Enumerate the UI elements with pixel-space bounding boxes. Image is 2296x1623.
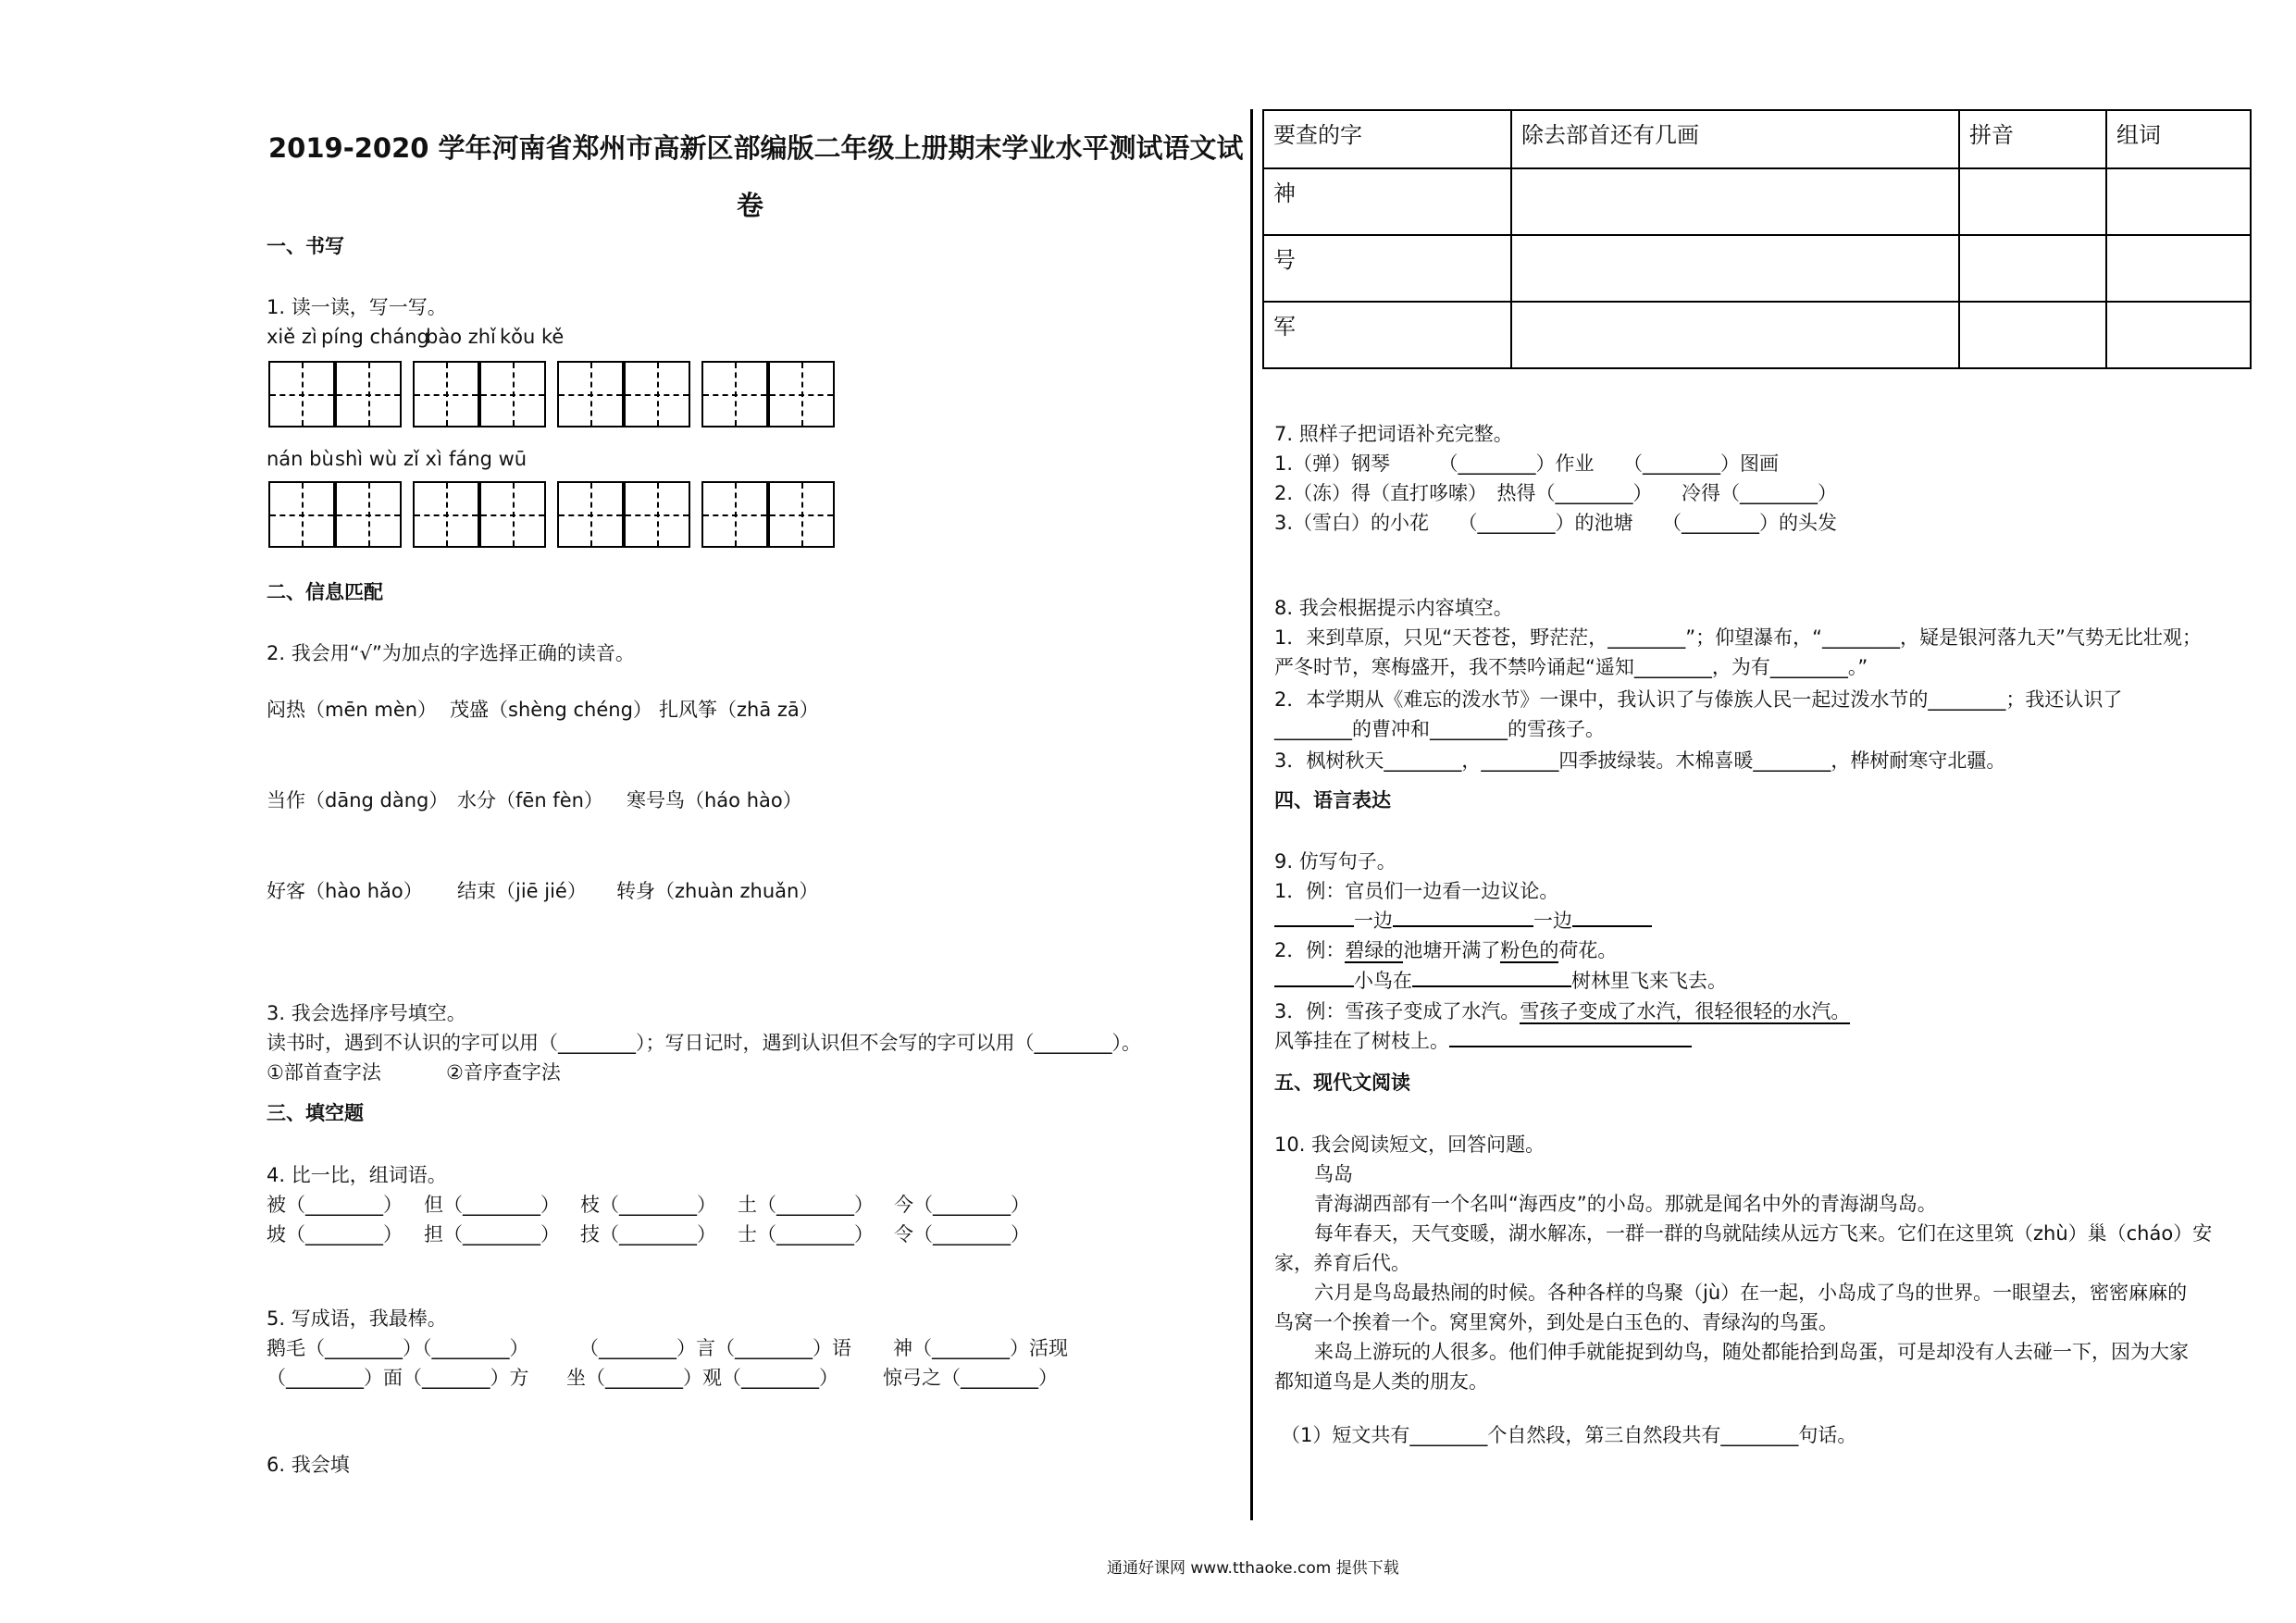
q1-pinyin-5: nán bù bbox=[267, 448, 334, 470]
q3-prompt: 3. 我会选择序号填空。 bbox=[267, 1002, 466, 1024]
q1-pinyin-1: xiě zì bbox=[267, 326, 317, 348]
q5-item[interactable]: 惊弓之（________） bbox=[883, 1367, 1058, 1389]
passage-paragraph: 都知道鸟是人类的朋友。 bbox=[1274, 1370, 1488, 1393]
passage-paragraph: 来岛上游玩的人很多。他们伸手就能捉到幼鸟，随处都能拾到岛蛋，可是却没有人去碰一下，因为大家 bbox=[1314, 1341, 2189, 1363]
table-cell[interactable] bbox=[2106, 302, 2251, 368]
section-heading-expression: 四、语言表达 bbox=[1274, 789, 1391, 812]
q8-prompt: 8. 我会根据提示内容填空。 bbox=[1274, 597, 1513, 619]
table-header: 要查的字 bbox=[1273, 122, 1362, 148]
q4-item[interactable]: 担（________） bbox=[424, 1223, 560, 1245]
q4-item[interactable]: 土（________） bbox=[738, 1194, 874, 1216]
q9-text: 树林里飞来飞去。 bbox=[1571, 970, 1727, 992]
q2-item[interactable]: 扎风筝（zhā zā） bbox=[659, 699, 819, 721]
table-cell[interactable] bbox=[1511, 168, 1959, 235]
q9-text: 小鸟在 bbox=[1354, 970, 1412, 992]
q7-line[interactable]: 1.（弹）钢琴 （________）作业 （________）图画 bbox=[1274, 452, 1780, 475]
passage-paragraph: 家，养育后代。 bbox=[1274, 1252, 1410, 1274]
q5-item[interactable]: （________）言（________）语 bbox=[579, 1337, 851, 1359]
q9-answer-3[interactable] bbox=[1274, 1032, 1692, 1051]
q1-pinyin-4: kǒu kě bbox=[500, 326, 565, 348]
q9-label: 2．例： bbox=[1274, 939, 1346, 961]
dictionary-table bbox=[1262, 109, 2252, 369]
q9-prompt: 9. 仿写句子。 bbox=[1274, 850, 1396, 873]
q9-text: 池塘开满了 bbox=[1403, 939, 1501, 961]
q9-text: 荷花。 bbox=[1558, 939, 1618, 961]
q9-word: 一边 bbox=[1354, 910, 1393, 932]
table-cell[interactable] bbox=[1959, 302, 2106, 368]
q4-prompt: 4. 比一比，组词语。 bbox=[267, 1164, 447, 1186]
passage-paragraph: 六月是鸟岛最热闹的时候。各种各样的鸟聚（jù）在一起，小岛成了鸟的世界。一眼望去，密密麻麻的 bbox=[1314, 1282, 2188, 1304]
page-title-line1: 2019-2020 学年河南省郑州市高新区部编版二年级上册期末学业水平测试语文试 bbox=[268, 132, 1244, 164]
q2-item[interactable]: 茂盛（shèng chéng） bbox=[450, 699, 652, 721]
q9-text: 风筝挂在了树枝上。 bbox=[1274, 1030, 1449, 1052]
q3-line[interactable]: 读书时，遇到不认识的字可以用（________）；写日记时，遇到认识但不会写的字可以用（________）。 bbox=[267, 1032, 1141, 1054]
q3-option-1: ①部首查字法 bbox=[267, 1061, 381, 1084]
q2-item[interactable]: 寒号鸟（háo hào） bbox=[627, 789, 802, 812]
q1-pinyin-6: shì wù bbox=[335, 448, 398, 470]
q9-example-3 bbox=[1274, 1002, 1850, 1022]
q9-answer-1[interactable] bbox=[1274, 911, 1652, 931]
q8-line[interactable]: 1．来到草原，只见“天苍苍，野茫茫，________”；仰望瀑布，“________，疑是银河落九天”气势无比壮观； bbox=[1274, 626, 2202, 649]
q9-answer-2[interactable] bbox=[1274, 972, 1727, 991]
q5-prompt: 5. 写成语，我最棒。 bbox=[267, 1307, 447, 1330]
q5-item[interactable]: （________）面（_______）方 bbox=[267, 1367, 529, 1389]
q5-item[interactable]: 坐（________）观（________） bbox=[566, 1367, 838, 1389]
page-footer: 通通好课网 www.tthaoke.com 提供下载 bbox=[1107, 1559, 1399, 1578]
q9-example-2 bbox=[1274, 941, 1617, 960]
q2-item[interactable]: 闷热（mēn mèn） bbox=[267, 699, 438, 721]
passage-paragraph: 鸟窝一个挨着一个。窝里窝外，到处是白玉色的、青绿沟的鸟蛋。 bbox=[1274, 1311, 1838, 1333]
q1-pinyin-3: bào zhǐ bbox=[426, 326, 496, 348]
q2-item[interactable]: 结束（jiē jié） bbox=[457, 880, 587, 902]
q4-item[interactable]: 枝（________） bbox=[580, 1194, 716, 1216]
table-header: 除去部首还有几画 bbox=[1521, 122, 1699, 148]
q2-prompt: 2. 我会用“√”为加点的字选择正确的读音。 bbox=[267, 642, 635, 664]
table-row-char: 神 bbox=[1273, 180, 1296, 206]
table-cell[interactable] bbox=[1511, 302, 1959, 368]
q1-pinyin-7: zǐ xì bbox=[403, 448, 442, 470]
q1-prompt: 1. 读一读，写一写。 bbox=[267, 296, 447, 318]
table-row-char: 军 bbox=[1273, 314, 1296, 340]
q5-item[interactable]: 神（________）活现 bbox=[893, 1337, 1068, 1359]
q1-pinyin-8: fáng wū bbox=[449, 448, 527, 470]
section-heading-writing: 一、书写 bbox=[267, 235, 344, 257]
q9-example-1: 1．例：官员们一边看一边议论。 bbox=[1274, 880, 1559, 902]
table-cell[interactable] bbox=[2106, 168, 2251, 235]
q4-item[interactable]: 被（________） bbox=[267, 1194, 403, 1216]
q8-line[interactable]: 3．枫树秋天________，________四季披绿装。木棉喜暖________，桦树耐寒守北疆。 bbox=[1274, 750, 2006, 772]
section-heading-matching: 二、信息匹配 bbox=[267, 581, 383, 603]
table-cell[interactable] bbox=[1511, 235, 1959, 302]
q9-underlined-sentence: 雪孩子变成了水汽，很轻很轻的水汽。 bbox=[1520, 1000, 1851, 1022]
q4-item[interactable]: 但（________） bbox=[424, 1194, 560, 1216]
passage-paragraph: 青海湖西部有一个名叫“海西皮”的小岛。那就是闻名中外的青海湖鸟岛。 bbox=[1314, 1193, 1937, 1215]
column-divider bbox=[1250, 109, 1253, 1520]
q2-item[interactable]: 好客（hào hǎo） bbox=[267, 880, 423, 902]
q9-underlined-word: 碧绿的 bbox=[1345, 939, 1404, 961]
q4-item[interactable]: 士（________） bbox=[738, 1223, 874, 1245]
section-heading-fill: 三、填空题 bbox=[267, 1102, 364, 1124]
q10-question-1[interactable]: （1）短文共有________个自然段，第三自然段共有________句话。 bbox=[1281, 1424, 1857, 1446]
q9-text: 3．例：雪孩子变成了水汽。 bbox=[1274, 1000, 1520, 1022]
q7-line[interactable]: 3.（雪白）的小花 （________）的池塘 （________）的头发 bbox=[1274, 512, 1838, 534]
q2-item[interactable]: 当作（dāng dàng） bbox=[267, 789, 449, 812]
q1-pinyin-2: píng cháng bbox=[321, 326, 429, 348]
table-header: 组词 bbox=[2116, 122, 2161, 148]
q7-prompt: 7. 照样子把词语补充完整。 bbox=[1274, 423, 1513, 445]
q6-prompt: 6. 我会填 bbox=[267, 1454, 350, 1476]
page-title-line2: 卷 bbox=[737, 190, 764, 221]
q4-item[interactable]: 技（________） bbox=[580, 1223, 716, 1245]
passage-title: 鸟岛 bbox=[1314, 1163, 1353, 1185]
q4-item[interactable]: 今（________） bbox=[894, 1194, 1030, 1216]
q7-line[interactable]: 2.（冻）得（直打哆嗦） 热得（________） 冷得（________） bbox=[1274, 482, 1838, 504]
q2-item[interactable]: 水分（fēn fèn） bbox=[457, 789, 603, 812]
q3-option-2: ②音序查字法 bbox=[446, 1061, 561, 1084]
table-row-char: 号 bbox=[1273, 247, 1296, 273]
table-cell[interactable] bbox=[1959, 235, 2106, 302]
q8-line[interactable]: 严冬时节，寒梅盛开，我不禁吟诵起“遥知________，为有________。” bbox=[1274, 656, 1868, 678]
q9-underlined-word: 粉色的 bbox=[1500, 939, 1559, 961]
table-cell[interactable] bbox=[2106, 235, 2251, 302]
table-header: 拼音 bbox=[1969, 122, 2014, 148]
q5-item[interactable]: 鹅毛（________）（________） bbox=[267, 1337, 529, 1359]
q4-item[interactable]: 令（________） bbox=[894, 1223, 1030, 1245]
q8-line[interactable]: ________的曹冲和________的雪孩子。 bbox=[1274, 718, 1605, 740]
passage-paragraph: 每年春天，天气变暖，湖水解冻，一群一群的鸟就陆续从远方飞来。它们在这里筑（zhù）巢（cháo）安 bbox=[1314, 1222, 2213, 1245]
q8-line[interactable]: 2．本学期从《难忘的泼水节》一课中，我认识了与傣族人民一起过泼水节的________；我还认识了 bbox=[1274, 688, 2123, 711]
q2-item[interactable]: 转身（zhuàn zhuǎn） bbox=[616, 880, 819, 902]
section-heading-reading: 五、现代文阅读 bbox=[1274, 1072, 1410, 1094]
q10-prompt: 10. 我会阅读短文，回答问题。 bbox=[1274, 1134, 1545, 1156]
q9-word: 一边 bbox=[1533, 910, 1572, 932]
q4-item[interactable]: 坡（________） bbox=[267, 1223, 403, 1245]
table-cell[interactable] bbox=[1959, 168, 2106, 235]
